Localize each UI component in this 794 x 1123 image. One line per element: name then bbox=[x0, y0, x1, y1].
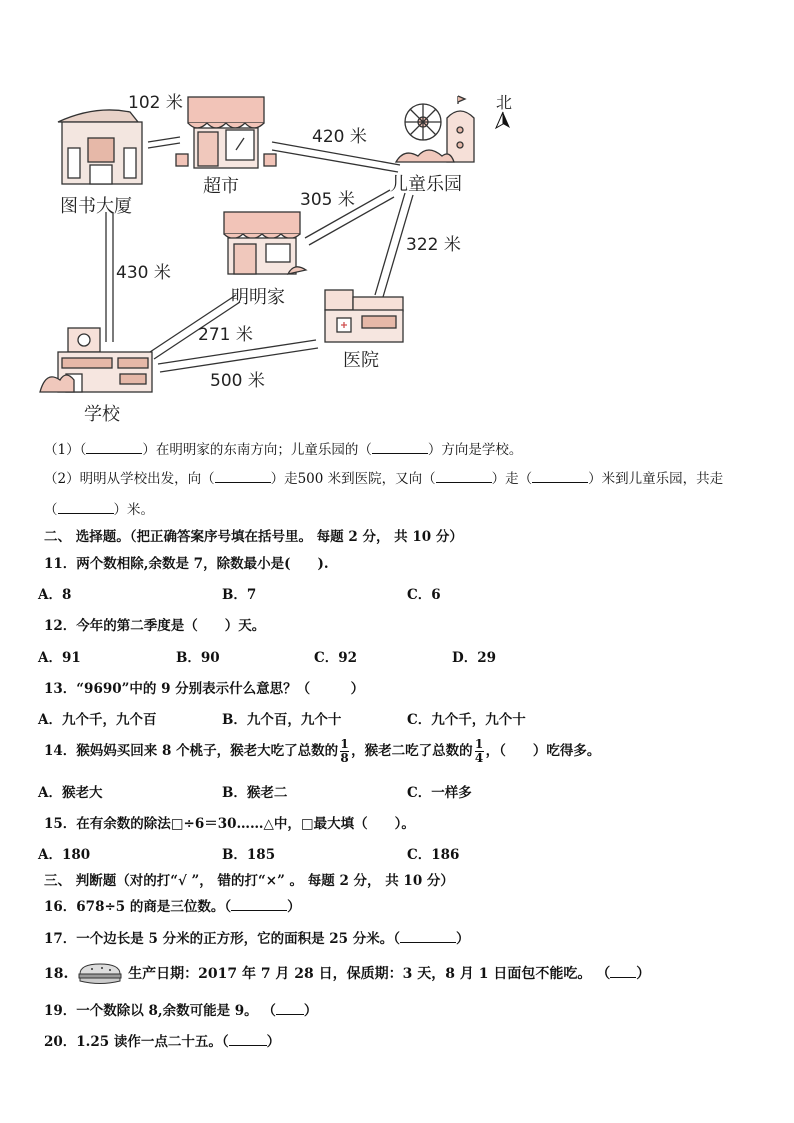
q20-line: 20．1.25 读作一点二十五。（ ） bbox=[44, 1034, 281, 1050]
answer-blank[interactable] bbox=[276, 1013, 304, 1015]
q11-option-c[interactable]: C．6 bbox=[407, 587, 441, 603]
q13-option-a[interactable]: A．九个千，九个百 bbox=[38, 712, 157, 728]
bread-icon bbox=[77, 962, 123, 986]
answer-blank[interactable] bbox=[400, 941, 456, 943]
q15-option-b[interactable]: B．185 bbox=[222, 847, 276, 863]
place-home: 明明家 bbox=[231, 287, 285, 308]
q15-option-c[interactable]: C．186 bbox=[407, 847, 460, 863]
fraction-one-eighth: $\frac{1}{8}$ bbox=[340, 737, 349, 765]
q12-option-b[interactable]: B．90 bbox=[176, 650, 220, 666]
q19-line: 19．一个数除以 8,余数可能是 9。 （ ） bbox=[44, 1003, 318, 1019]
place-library: 图书大厦 bbox=[60, 196, 132, 217]
question-1-line: （1）（ ）在明明家的东南方向；儿童乐园的（ ）方向是学校。 bbox=[44, 442, 523, 458]
answer-blank[interactable] bbox=[86, 452, 142, 454]
dist-park-hospital: 322 米 bbox=[406, 235, 461, 255]
answer-blank[interactable] bbox=[436, 481, 492, 483]
q11-option-a[interactable]: A．8 bbox=[38, 587, 72, 603]
supermarket-icon bbox=[176, 97, 276, 168]
home-building-icon bbox=[224, 212, 306, 274]
q12-option-d[interactable]: D．29 bbox=[452, 650, 496, 666]
answer-blank[interactable] bbox=[532, 481, 588, 483]
direction-map bbox=[0, 0, 794, 430]
q12-option-a[interactable]: A．91 bbox=[38, 650, 81, 666]
question-2-line: （2）明明从学校出发，向（ ）走500 米到医院，又向（ ）走（ ）米到儿童乐园，共走 bbox=[44, 471, 724, 487]
q14-option-b[interactable]: B．猴老二 bbox=[222, 785, 288, 801]
dist-library-market: 102 米 bbox=[128, 93, 183, 113]
answer-blank[interactable] bbox=[229, 1044, 267, 1046]
section-3-heading: 三、 判断题（对的打“√ ”， 错的打“×” 。 每题 2 分， 共 10 分） bbox=[44, 873, 454, 889]
place-market: 超市 bbox=[203, 176, 239, 197]
place-hospital: 医院 bbox=[343, 350, 379, 371]
library-building-icon bbox=[58, 110, 142, 184]
q12-stem: 12．今年的第二季度是（ ）天。 bbox=[44, 618, 266, 634]
q18-line: 18. 生产日期：2017 年 7 月 28 日，保质期：3 天，8 月 1 日面包不能吃。 （ ） bbox=[44, 962, 650, 986]
school-building-icon bbox=[40, 328, 152, 392]
answer-blank[interactable] bbox=[58, 512, 114, 514]
q14-stem: 14．猴妈妈买回来 8 个桃子，猴老大吃了总数的 $\frac{1}{8}$ ，猴老二吃了总数的 $\frac{1}{4}$ ，（ ）吃得多。 bbox=[44, 737, 601, 765]
q12-option-c[interactable]: C．92 bbox=[314, 650, 358, 666]
q13-option-b[interactable]: B．九个百，九个十 bbox=[222, 712, 342, 728]
dist-school-hospital: 500 米 bbox=[210, 371, 265, 391]
answer-blank[interactable] bbox=[215, 481, 271, 483]
q13-stem: 13．“9690”中的 9 分别表示什么意思？（ ） bbox=[44, 681, 365, 697]
dist-library-school: 430 米 bbox=[116, 263, 171, 283]
place-park: 儿童乐园 bbox=[390, 174, 462, 195]
north-arrow-icon bbox=[496, 112, 510, 128]
question-2-line-cont: （ ）米。 bbox=[44, 502, 154, 518]
q14-option-c[interactable]: C．一样多 bbox=[407, 785, 472, 801]
fraction-one-quarter: $\frac{1}{4}$ bbox=[474, 737, 484, 765]
north-label: 北 bbox=[496, 93, 513, 112]
q11-stem: 11．两个数相除,余数是 7，除数最小是( ). bbox=[44, 556, 329, 572]
amusement-park-icon bbox=[396, 96, 474, 162]
q17-line: 17．一个边长是 5 分米的正方形，它的面积是 25 分米。（ ） bbox=[44, 931, 470, 947]
q14-option-a[interactable]: A．猴老大 bbox=[38, 785, 103, 801]
answer-blank[interactable] bbox=[231, 909, 287, 911]
q15-stem: 15．在有余数的除法□÷6＝30……△中，□最大填（ ）。 bbox=[44, 816, 415, 832]
q16-line: 16．678÷5 的商是三位数。（ ） bbox=[44, 899, 301, 915]
dist-home-park: 305 米 bbox=[300, 190, 355, 210]
dist-market-park: 420 米 bbox=[312, 127, 367, 147]
section-2-heading: 二、 选择题。（把正确答案序号填在括号里。 每题 2 分， 共 10 分） bbox=[44, 529, 463, 545]
dist-school-home: 271 米 bbox=[198, 325, 253, 345]
q13-option-c[interactable]: C．九个千，九个十 bbox=[407, 712, 526, 728]
q15-option-a[interactable]: A．180 bbox=[38, 847, 91, 863]
q11-option-b[interactable]: B．7 bbox=[222, 587, 257, 603]
place-school: 学校 bbox=[84, 404, 120, 425]
answer-blank[interactable] bbox=[372, 452, 428, 454]
answer-blank[interactable] bbox=[610, 976, 636, 978]
hospital-building-icon bbox=[325, 290, 403, 342]
